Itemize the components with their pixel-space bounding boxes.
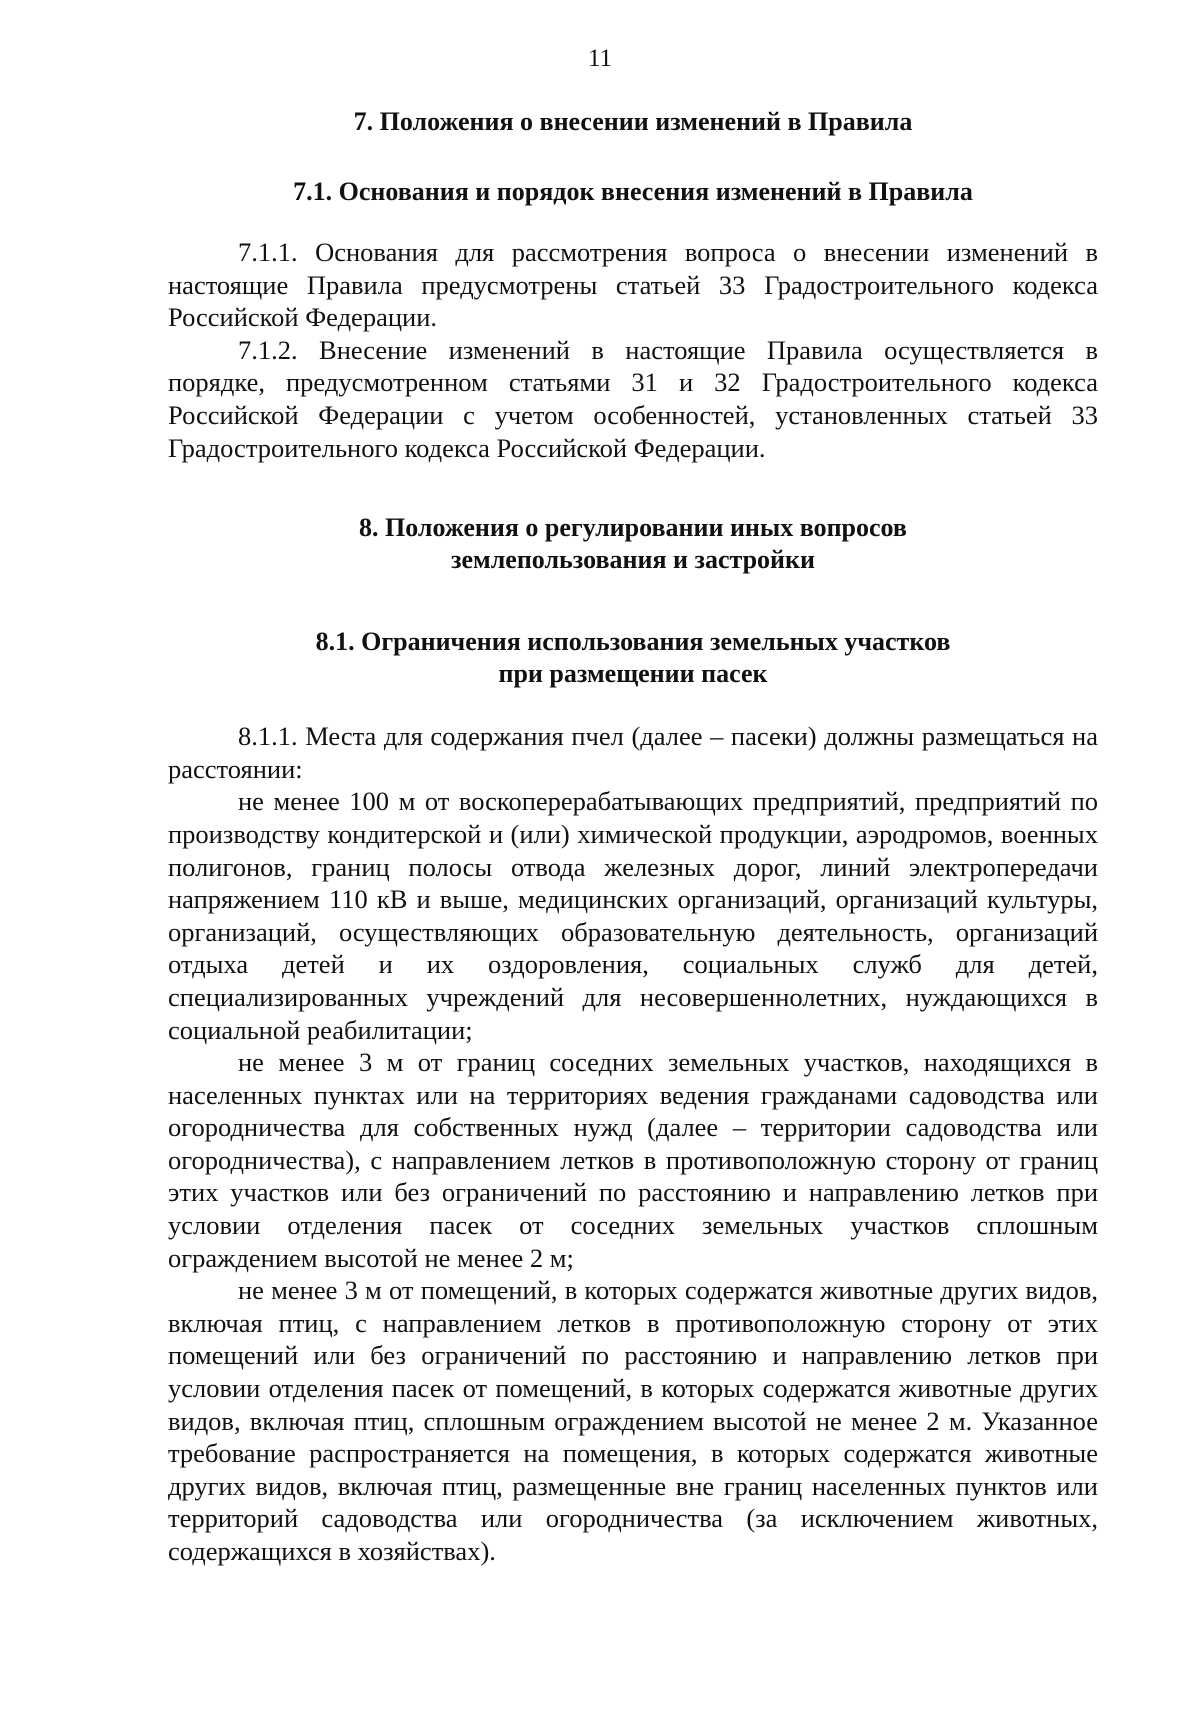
heading-section-8-line1: 8. Положения о регулировании иных вопросов (359, 513, 907, 543)
paragraph-distance-100m: не менее 100 м от воскоперерабатывающих предприятий, предприятий по производству кондитерской и (или) химической продукции, аэродромов, военных полигонов, границ полосы отвода железных дорог, линий электропередачи напряжением 110 кВ и выше, медицинских организаций, организаций культуры, организаций, осуществляющих образовательную деятельность, организаций отдыха детей и их оздоровления, социальных служб для детей, специализированных учреждений для несовершеннолетних, нуждающихся в социальной реабилитации; (168, 786, 1098, 1045)
paragraph-distance-3m-premises: не менее 3 м от помещений, в которых содержатся животные других видов, включая птиц, с направлением летков в противоположную сторону от этих помещений или без ограничений по расстоянию и направлению летков при условии отделения пасек от помещений, в которых содержатся животные других видов, включая птиц, сплошным ограждением высотой не менее 2 м. Указанное требование распространяется на помещения, в которых содержатся животные других видов, включая птиц, размещенные вне границ населенных пунктов или территорий садоводства или огородничества (за исключением животных, содержащихся в хозяйствах). (168, 1275, 1098, 1566)
heading-section-8-1 (168, 626, 1098, 690)
paragraph-7-1-2: 7.1.2. Внесение изменений в настоящие Правила осуществляется в порядке, предусмотренном статьями 31 и 32 Градостроительного кодекса Российской Федерации с учетом особенностей, установленных статьей 33 Градостроительного кодекса Российской Федерации. (168, 334, 1098, 463)
paragraph-distance-3m-plots: не менее 3 м от границ соседних земельных участков, находящихся в населенных пунктах или на территориях ведения гражданами садоводства или огородничества для собственных нужд (далее – территории садоводства или огородничества), с направлением летков в противоположную сторону от границ этих участков или без ограничений по расстоянию и направлению летков при условии отделения пасек от соседних земельных участков сплошным ограждением высотой не менее 2 м; (168, 1047, 1098, 1273)
heading-section-8 (168, 512, 1098, 576)
heading-section-8-1-line2: при размещении пасек (498, 659, 768, 689)
page-number: 11 (587, 45, 613, 72)
paragraph-7-1-1: 7.1.1. Основания для рассмотрения вопроса о внесении изменений в настоящие Правила предусмотрены статьей 33 Градостроительного кодекса Российской Федерации. (168, 237, 1098, 333)
document-body (168, 104, 1098, 1568)
heading-section-8-line2: землепользования и застройки (451, 545, 815, 575)
heading-section-7: 7. Положения о внесении изменений в Правила (353, 107, 913, 136)
heading-section-8-1-line1: 8.1. Ограничения использования земельных участков (315, 627, 951, 657)
paragraph-8-1-1: 8.1.1. Места для содержания пчел (далее – пасеки) должны размещаться на расстоянии: (168, 721, 1098, 784)
heading-section-7-1: 7.1. Основания и порядок внесения изменений в Правила (293, 177, 973, 206)
section-8-1-body (168, 720, 1098, 1567)
section-7-1-body (168, 236, 1098, 464)
